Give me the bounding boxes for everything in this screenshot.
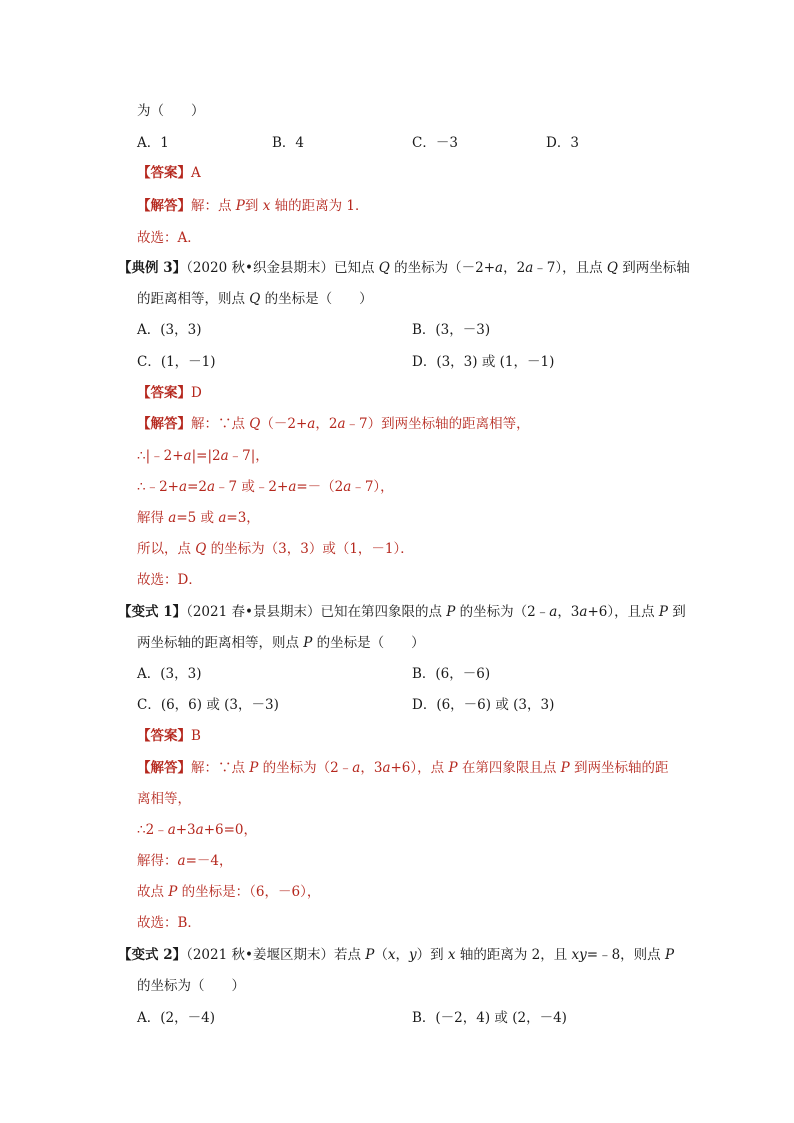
option-c: C．－3 — [412, 135, 458, 151]
variant-2-stem-line-2: 的坐标为（ ） — [137, 978, 245, 994]
solution-line-3: ∴﹣2+a=2a﹣7 或﹣2+a=－（2a﹣7）， — [137, 479, 394, 495]
answer-tag: 【答案】 — [137, 728, 191, 744]
solution-line-4: 解得 a=5 或 a=3， — [137, 510, 260, 526]
solution-line-4: 故点 P 的坐标是：（6，－6）， — [137, 884, 321, 900]
option-a: A．(3，3) — [137, 322, 202, 338]
solution-tag: 【解答】 — [137, 760, 191, 776]
conclusion-line: 故选：D． — [137, 572, 202, 588]
example-3-stem-line-1: 【典例 3】（2020 秋•织金县期末）已知点 Q 的坐标为（－2+a，2a﹣7），且点 Q 到两坐标轴 — [118, 260, 690, 276]
variant-1-stem-line-1: 【变式 1】（2021 春•景县期末）已知在第四象限的点 P 的坐标为（2﹣a，3a+6），且点 P 到 — [118, 604, 686, 620]
answer-value: B — [191, 728, 201, 744]
variant-1-stem-line-2: 两坐标轴的距离相等，则点 P 的坐标是（ ） — [137, 635, 425, 651]
option-c: C．(6，6) 或 (3，－3) — [137, 697, 279, 713]
answer-line — [137, 383, 202, 403]
answer-tag: 【答案】 — [137, 165, 191, 181]
option-d: D．3 — [546, 135, 579, 151]
solution-line-1b: 离相等， — [137, 791, 191, 807]
solution-line-3: 解得：a=－4， — [137, 853, 233, 869]
option-b: B．4 — [272, 135, 305, 151]
answer-tag: 【答案】 — [137, 385, 191, 401]
variant-tag: 【变式 1】 — [118, 604, 187, 620]
option-b: B．(6，－6) — [412, 666, 491, 682]
example-source: （2020 秋•织金县期末） — [186, 260, 334, 276]
option-a: A．(2，－4) — [137, 1010, 215, 1026]
answer-line — [137, 726, 201, 746]
variant-source: （2021 春•景县期末） — [186, 604, 321, 620]
example-tag: 【典例 3】 — [118, 260, 187, 276]
question-stem-continuation: 为（ ） — [137, 103, 205, 119]
variant-tag: 【变式 2】 — [118, 947, 187, 963]
option-b: B．(－2，4) 或 (2，－4) — [412, 1010, 567, 1026]
solution-line-2: ∴|﹣2+a|=|2a﹣7|， — [137, 448, 269, 464]
solution-line: 【解答】解：点 P到 x 轴的距离为 1． — [137, 198, 369, 214]
solution-line-1: 【解答】解：∵点 P 的坐标为（2﹣a，3a+6），点 P 在第四象限且点 P 到两坐标轴的距 — [137, 760, 669, 776]
option-a: A．(3，3) — [137, 666, 202, 682]
solution-tag: 【解答】 — [137, 198, 191, 214]
option-c: C．(1，－1) — [137, 354, 216, 370]
option-a: A．1 — [137, 135, 169, 151]
answer-value: D — [191, 385, 202, 401]
conclusion-line: 故选：B． — [137, 915, 201, 931]
option-b: B．(3，－3) — [412, 322, 491, 338]
solution-line-5: 所以，点 Q 的坐标为（3，3）或（1，－1）． — [137, 541, 414, 557]
option-d: D．(3，3) 或 (1，－1) — [412, 354, 555, 370]
answer-value: A — [191, 165, 201, 181]
example-3-stem-line-2: 的距离相等，则点 Q 的坐标是（ ） — [137, 291, 373, 307]
solution-line-1: 【解答】解：∵点 Q（－2+a，2a﹣7）到两坐标轴的距离相等， — [137, 416, 530, 432]
variant-2-stem-line-1: 【变式 2】（2021 秋•姜堰区期末）若点 P（x，y）到 x 轴的距离为 2，且 xy=﹣8，则点 P — [118, 947, 675, 963]
answer-line — [137, 163, 201, 183]
variant-source: （2021 秋•姜堰区期末） — [186, 947, 334, 963]
solution-tag: 【解答】 — [137, 416, 191, 432]
option-d: D．(6，－6) 或 (3，3) — [412, 697, 555, 713]
solution-line-2: ∴2﹣a+3a+6=0， — [137, 822, 258, 838]
conclusion-line: 故选：A． — [137, 230, 201, 246]
